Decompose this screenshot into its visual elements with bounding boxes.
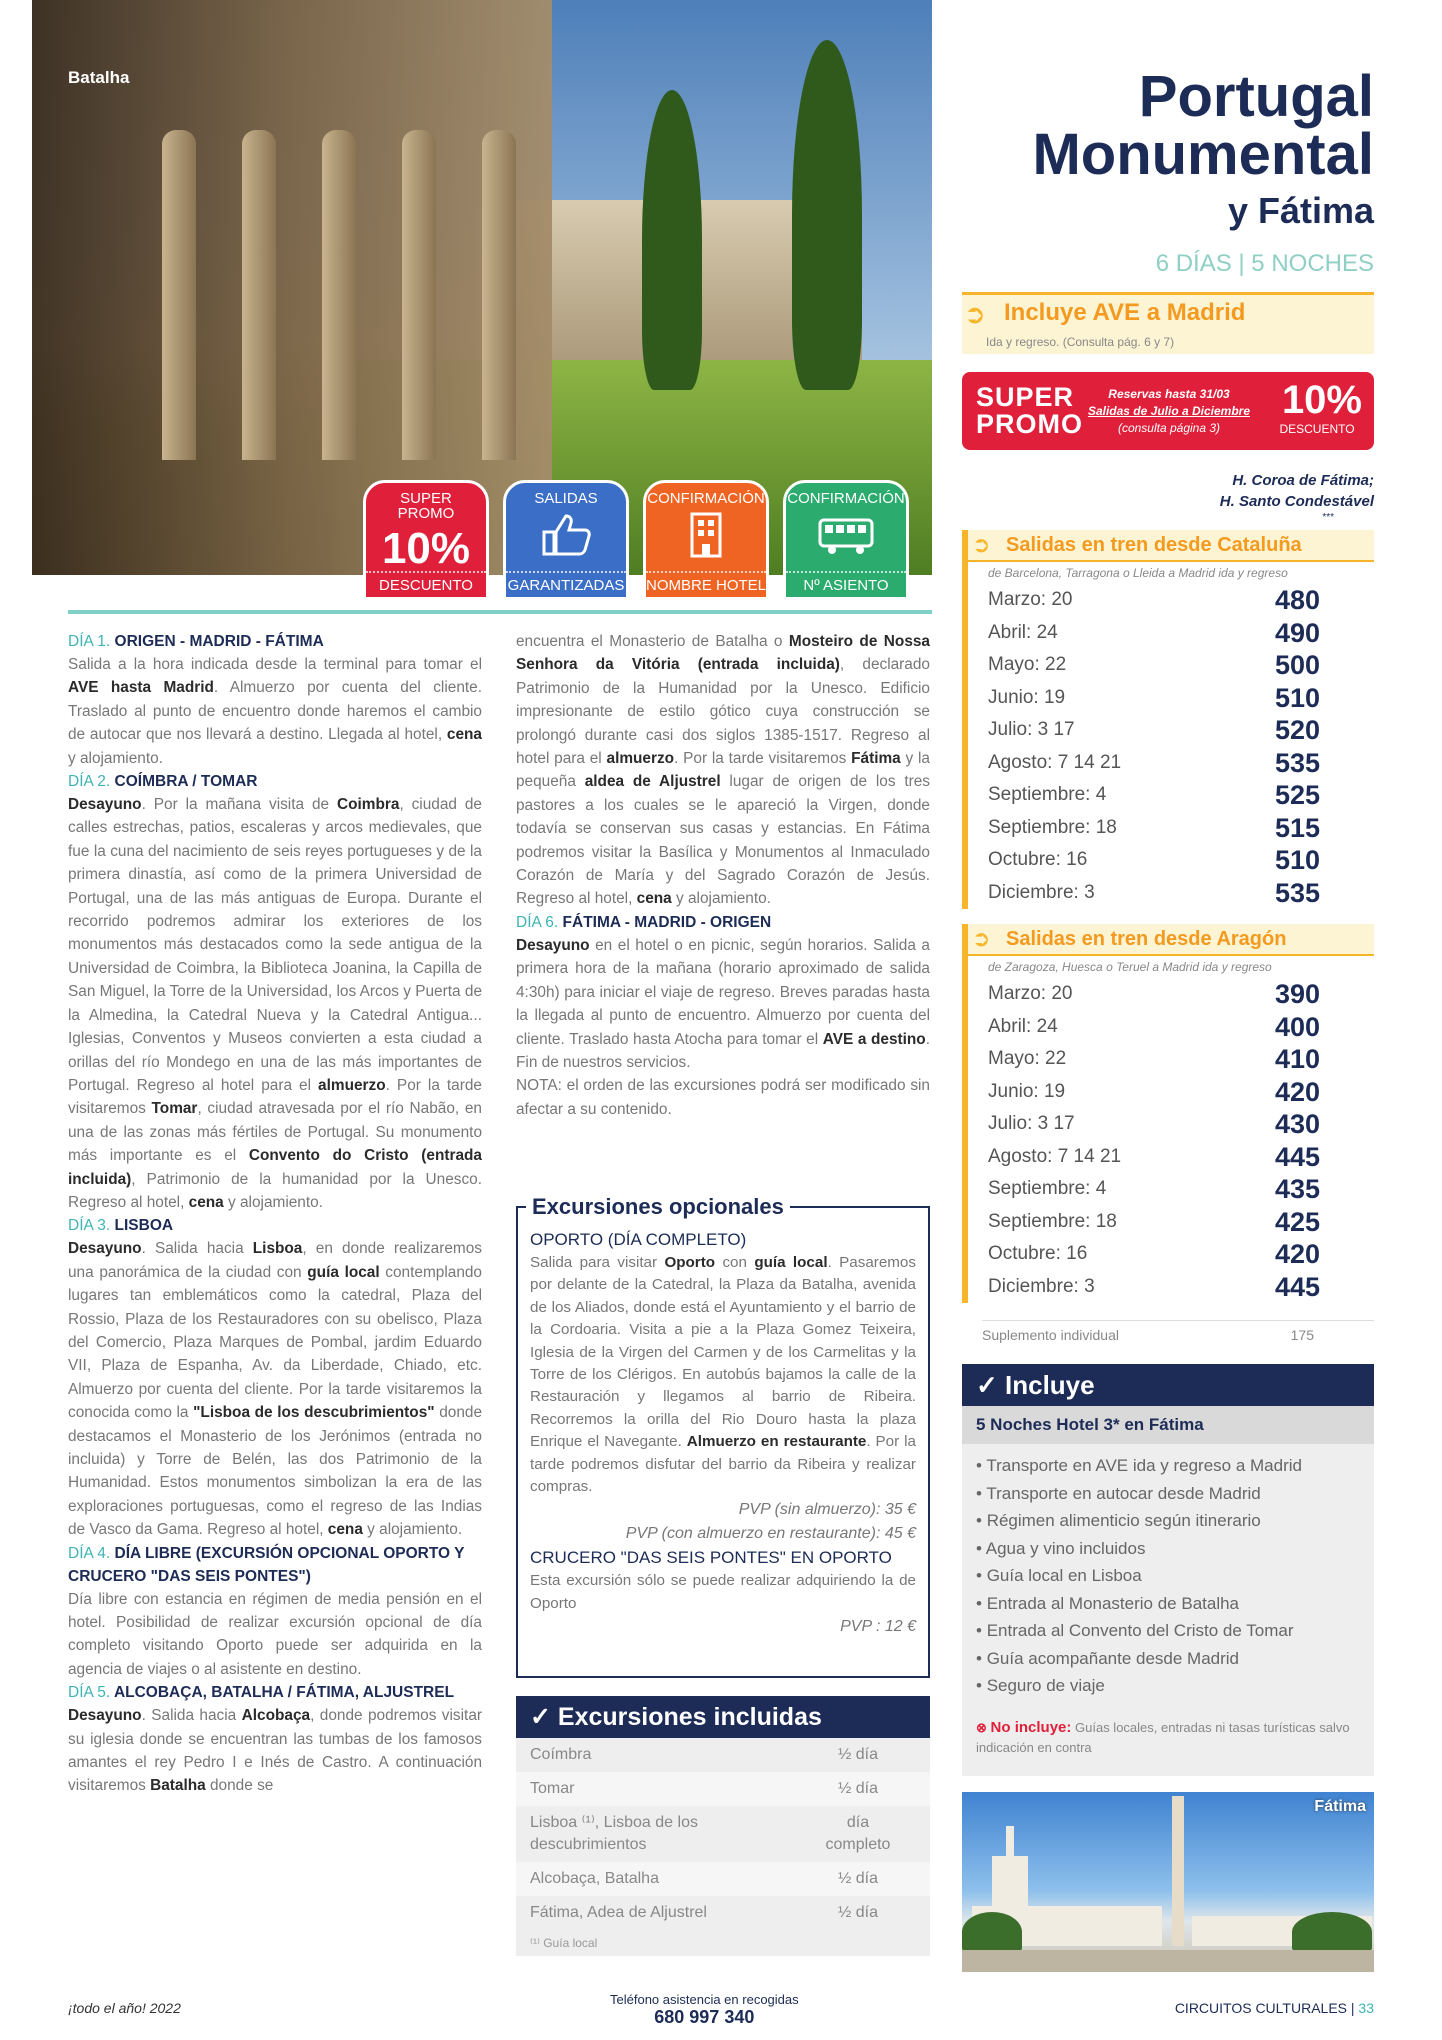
price-table-title: Salidas en tren desde Aragón bbox=[1006, 928, 1287, 950]
page-title bbox=[1032, 64, 1374, 187]
bus-icon bbox=[786, 506, 906, 562]
price-row bbox=[962, 978, 1374, 1011]
excursion-price: PVP : 12 € bbox=[840, 1618, 916, 1636]
price-value: 490 bbox=[1274, 617, 1320, 648]
price-row bbox=[962, 617, 1374, 650]
includes-list bbox=[962, 1444, 1374, 1700]
super-promo-banner bbox=[962, 372, 1374, 450]
included-item: • Seguro de viaje bbox=[976, 1672, 1360, 1700]
badge-bottom-label: DESCUENTO bbox=[366, 571, 486, 597]
excursion-name: Alcobaça, Batalha bbox=[530, 1870, 659, 1887]
supplement-value: 175 bbox=[1290, 1327, 1314, 1343]
includes-hotel: 5 Noches Hotel 3* en Fátima bbox=[962, 1406, 1374, 1444]
footer-brand: ¡todo el año! 2022 bbox=[68, 2000, 181, 2016]
super-promo-conditions: Reservas hasta 31/03 Salidas de Julio a Diciembre (consulta página 3) bbox=[1087, 387, 1251, 435]
departure-date: Marzo: 20 bbox=[988, 983, 1073, 1004]
excursion-price: PVP (sin almuerzo): 35 € bbox=[738, 1501, 916, 1519]
day-description: Desayuno. Salida hacia Alcobaça, donde podremos visitar su iglesia donde se encuentran las tumbas de los famosos amantes el rey Pedro I e Inés de Castro. A continuación visitaremos Batalha donde se bbox=[68, 1707, 482, 1795]
itinerary-column-left bbox=[68, 630, 482, 1798]
hotel-stars: *** bbox=[1322, 512, 1334, 523]
price-row bbox=[962, 1043, 1374, 1076]
section-name: CIRCUITOS CULTURALES bbox=[1174, 2000, 1347, 2016]
arrow-right-icon: ➲ bbox=[964, 299, 986, 329]
supplement-label: Suplemento individual bbox=[982, 1327, 1119, 1343]
price-value: 390 bbox=[1274, 979, 1320, 1009]
departure-date: Agosto: 7 14 21 bbox=[988, 1145, 1122, 1167]
departure-date: Diciembre: 3 bbox=[988, 881, 1095, 903]
price-value: 400 bbox=[1274, 1011, 1320, 1042]
includes-box bbox=[962, 1364, 1374, 1776]
ave-included-banner bbox=[962, 292, 1374, 354]
price-value: 525 bbox=[1274, 780, 1320, 810]
day-heading: DÍA 1. ORIGEN - MADRID - FÁTIMA bbox=[68, 633, 324, 650]
price-value: 480 bbox=[1274, 585, 1320, 615]
included-excursion-row bbox=[516, 1806, 930, 1862]
excursion-heading: CRUCERO "DAS SEIS PONTES" EN OPORTO bbox=[530, 1548, 892, 1568]
price-row bbox=[962, 682, 1374, 715]
title-line: Monumental bbox=[1032, 122, 1374, 187]
included-item: • Régimen alimenticio según itinerario bbox=[976, 1507, 1360, 1535]
departure-date: Mayo: 22 bbox=[988, 654, 1067, 675]
day-description: encuentra el Monasterio de Batalha o Mosteiro de Nossa Senhora da Vitória (entrada incluida), declarado Patrimonio de la Humanidad por la Unesco. Edificio impresionante de estilo gótico cuya construcción se prolongó durante casi dos siglos 1385-1517. Regreso al hotel para el almuerzo. Por la tarde visitaremos Fátima y la pequeña aldea de Aljustrel lugar de origen de los tres pastores a los cuales se le apareció la Virgen, donde todavía se conservan sus casas y estancias. En Fátima podremos visitar la Basílica y Monumentos al Inmaculado Corazón de María y del Sagrado Corazón de Jesús. Regreso al hotel, cena y alojamiento. bbox=[516, 633, 930, 908]
excursion-duration: ½ día bbox=[837, 1870, 879, 1887]
departure-date: Abril: 24 bbox=[988, 621, 1058, 643]
price-value: 420 bbox=[1274, 1239, 1320, 1269]
ave-note: Ida y regreso. (Consulta pág. 6 y 7) bbox=[986, 335, 1175, 349]
departure-date: Julio: 3 17 bbox=[988, 719, 1075, 740]
confirmacion-asiento-badge bbox=[783, 480, 909, 600]
price-value: 435 bbox=[1274, 1174, 1320, 1204]
price-row bbox=[962, 877, 1374, 910]
ave-title: Incluye AVE a Madrid bbox=[1004, 299, 1246, 326]
day-description: Salida a la hora indicada desde la terminal para tomar el AVE hasta Madrid. Almuerzo por cuenta del cliente. Traslado al punto de encuentro donde haremos el cambio de autocar que nos llevará a destino. Llegada al hotel, cena y alojamiento. bbox=[68, 656, 482, 767]
trip-duration: 6 DÍAS | 5 NOCHES bbox=[1155, 250, 1374, 277]
section-divider bbox=[68, 610, 932, 614]
included-excursions-box bbox=[516, 1696, 930, 1956]
included-item: • Entrada al Monasterio de Batalha bbox=[976, 1590, 1360, 1618]
price-value: 425 bbox=[1274, 1206, 1320, 1237]
super-promo-desc: DESCUENTO bbox=[1279, 422, 1355, 436]
salidas-garantizadas-badge bbox=[503, 480, 629, 600]
hotel-name: H. Coroa de Fátima; bbox=[1232, 472, 1374, 489]
price-table-note: de Zaragoza, Huesca o Teruel a Madrid ida y regreso bbox=[962, 956, 1374, 978]
departure-date: Agosto: 7 14 21 bbox=[988, 751, 1122, 773]
departure-date: Octubre: 16 bbox=[988, 1243, 1088, 1264]
departure-date: Octubre: 16 bbox=[988, 849, 1088, 870]
excursion-name: Tomar bbox=[530, 1780, 575, 1797]
badge-percent: 10% bbox=[381, 524, 471, 573]
badge-bottom-label: GARANTIZADAS bbox=[506, 571, 626, 597]
badge-top-label: CONFIRMACIÓN bbox=[647, 490, 765, 507]
phone-label: Teléfono asistencia en recogidas bbox=[610, 1992, 799, 2007]
included-item: • Entrada al Convento del Cristo de Tomar bbox=[976, 1617, 1360, 1645]
thumbs-up-icon bbox=[506, 506, 626, 562]
not-included-text: Guías locales, entradas ni tasas turísticas salvo indicación en contra bbox=[976, 1720, 1350, 1755]
not-included-note bbox=[976, 1718, 1366, 1758]
arrow-right-icon: ➲ bbox=[972, 532, 991, 557]
departure-date: Junio: 19 bbox=[988, 1080, 1066, 1102]
excursion-name: Lisboa ⁽¹⁾, Lisboa de los descubrimientos bbox=[530, 1814, 698, 1853]
price-row bbox=[962, 779, 1374, 812]
title-line: Portugal bbox=[1138, 64, 1374, 129]
excursion-name: Fátima, Adea de Aljustrel bbox=[530, 1904, 707, 1921]
excursion-heading: OPORTO (DÍA COMPLETO) bbox=[530, 1230, 747, 1249]
departure-date: Julio: 3 17 bbox=[988, 1113, 1075, 1134]
footer-section: CIRCUITOS CULTURALES | 33 bbox=[1174, 2000, 1374, 2016]
included-item: • Guía local en Lisboa bbox=[976, 1562, 1360, 1590]
phone-number: 680 997 340 bbox=[654, 2007, 755, 2027]
price-table-cataluna bbox=[962, 530, 1374, 909]
price-row bbox=[962, 1076, 1374, 1109]
footer-phone bbox=[610, 1992, 799, 2028]
includes-title: ✓ Incluye bbox=[962, 1364, 1374, 1406]
price-table-note: de Barcelona, Tarragona o Lleida a Madrid ida y regreso bbox=[962, 562, 1374, 584]
hotel-building-icon bbox=[646, 506, 766, 562]
price-row bbox=[962, 1271, 1374, 1304]
price-value: 515 bbox=[1274, 812, 1320, 843]
excursion-duration: ½ día bbox=[837, 1746, 879, 1763]
day-heading: DÍA 4. DÍA LIBRE (EXCURSIÓN OPCIONAL OPORTO Y CRUCERO "DAS SEIS PONTES") bbox=[68, 1544, 465, 1585]
price-row bbox=[962, 1011, 1374, 1044]
price-row bbox=[962, 584, 1374, 617]
price-row bbox=[962, 1108, 1374, 1141]
hotel-name: H. Santo Condestável bbox=[1219, 493, 1374, 510]
price-row bbox=[962, 844, 1374, 877]
price-row bbox=[962, 1206, 1374, 1239]
badge-top-label: SUPER PROMO bbox=[397, 490, 455, 522]
day-description: Día libre con estancia en régimen de media pensión en el hotel. Posibilidad de realizar excursión opcional de día completo visitando Oporto puede ser adquirida en la agencia de viajes o al asistente en destino. bbox=[68, 1590, 482, 1678]
super-promo-badge bbox=[363, 480, 489, 600]
included-item: • Guía acompañante desde Madrid bbox=[976, 1645, 1360, 1673]
price-value: 420 bbox=[1274, 1076, 1320, 1107]
excursion-duration: ½ día bbox=[837, 1780, 879, 1797]
itinerary-note: NOTA: el orden de las excursiones podrá ser modificado sin afectar a su contenido. bbox=[516, 1077, 930, 1118]
excursion-duration: ½ día bbox=[837, 1904, 879, 1921]
not-included-label: No incluye: bbox=[990, 1719, 1072, 1736]
day-description: Desayuno. Salida hacia Lisboa, en donde realizaremos una panorámica de la ciudad con guía local contemplando lugares tan emblemáticos como la catedral, Plaza del Rossio, Plaza de los Restauradores con su obelisco, Plaza del Comercio, Plaza Marques de Pombal, jardim Eduardo VII, Plaza de Espanha, Av. da Liberdade, Chiado, etc. Almuerzo por cuenta del cliente. Por la tarde visitaremos la conocida como la "Lisboa de los descubrimientos" donde destacamos el Monasterio de los Jerónimos (entrada no incluida) y Torre de Belén, las dos Patrimonio de la Humanidad. Estos monumentos simbolizan la era de las exploraciones portuguesas, como el regreso de las Indias de Vasco da Gama. Regreso al hotel, cena y alojamiento. bbox=[68, 1240, 483, 1539]
price-value: 500 bbox=[1274, 650, 1320, 680]
hotel-list bbox=[1220, 470, 1374, 512]
day-description: Desayuno. Por la mañana visita de Coimbra, ciudad de calles estrechas, patios, escaleras y arcos medievales, que fue la cuna del nacimiento de seis reyes portugueses y de la primera dinastía, así como de la primera Universidad de Portugal, una de las más antiguas de Europa. Durante el recorrido podremos admirar los exteriores de los monumentos más destacados como la sede antigua de la Universidad de Coimbra, la Biblioteca Joanina, la Capilla de San Miguel, la Torre de la Universidad, los Arcos y Puerta de la Almedina, la Catedral Nueva y la Catedral Antigua... Iglesias, Conventos y Museos convierten a esta ciudad a orillas del río Mondego en una de las más importantes de Portugal. Regreso al hotel para el almuerzo. Por la tarde visitaremos Tomar, ciudad atravesada por el río Nabão, en una de las zonas más fértiles de Portugal. Su monumento más importante es el Convento do Cristo (entrada incluida), Patrimonio de la humanidad por la Unesco. Regreso al hotel, cena y alojamiento. bbox=[68, 796, 482, 1211]
itinerary-column-right bbox=[516, 630, 930, 1121]
excursion-description: Esta excursión sólo se puede realizar adquiriendo la de Oporto bbox=[530, 1572, 916, 1612]
price-value: 445 bbox=[1274, 1141, 1320, 1172]
included-excursion-row bbox=[516, 1896, 930, 1930]
confirmacion-hotel-badge bbox=[643, 480, 769, 600]
badge-top-label: SALIDAS bbox=[534, 490, 598, 507]
departure-date: Septiembre: 4 bbox=[988, 1178, 1107, 1199]
departure-date: Abril: 24 bbox=[988, 1015, 1058, 1037]
excursion-duration: día completo bbox=[825, 1814, 891, 1853]
page-subtitle: y Fátima bbox=[1227, 190, 1374, 231]
departure-date: Mayo: 22 bbox=[988, 1048, 1067, 1069]
excursion-price: PVP (con almuerzo en restaurante): 45 € bbox=[625, 1525, 916, 1543]
x-circle-icon: ⊗ bbox=[976, 1720, 987, 1735]
price-row bbox=[962, 649, 1374, 682]
price-value: 520 bbox=[1274, 715, 1320, 745]
price-row bbox=[962, 747, 1374, 780]
super-promo-percent: 10% bbox=[1281, 378, 1362, 422]
optional-excursions-box bbox=[516, 1194, 930, 1678]
excursion-description: Salida para visitar Oporto con guía local. Pasaremos por delante de la Catedral, la Plaza da Batalha, avenida de los Aliados, donde está el Ayuntamiento y el barrio de la Cordoaria. Visita a pie a la Plaza Gomez Teixeira, Iglesia de la Virgen del Carmen y de los Carmelitas y la Torre de los Clérigos. En autobús bajamos la calle de la Restauración y llegamos al barrio de Ribeira. Recorremos la orilla del Rio Douro hasta la plaza Enrique el Navegante. Almuerzo en restaurante. Por la tarde podremos disfutar del barrio da Ribeira y realizar compras. bbox=[530, 1254, 916, 1496]
badge-bottom-label: NOMBRE HOTEL bbox=[646, 571, 766, 597]
day-heading: DÍA 5. ALCOBAÇA, BATALHA / FÁTIMA, ALJUSTREL bbox=[68, 1684, 455, 1702]
price-value: 430 bbox=[1274, 1109, 1320, 1139]
optional-excursions-title: Excursiones opcionales bbox=[526, 1194, 790, 1220]
included-item: • Transporte en AVE ida y regreso a Madrid bbox=[976, 1452, 1360, 1480]
arrow-right-icon: ➲ bbox=[972, 926, 991, 951]
included-excursion-row bbox=[516, 1862, 930, 1896]
price-value: 535 bbox=[1274, 747, 1320, 778]
departure-date: Septiembre: 4 bbox=[988, 784, 1107, 805]
departure-date: Junio: 19 bbox=[988, 686, 1066, 708]
badge-bottom-label: Nº ASIENTO bbox=[786, 571, 906, 597]
price-table-title: Salidas en tren desde Cataluña bbox=[1006, 534, 1302, 556]
day-heading: DÍA 3. LISBOA bbox=[68, 1217, 174, 1235]
price-row bbox=[962, 1238, 1374, 1271]
included-excursion-row bbox=[516, 1738, 930, 1772]
fatima-caption: Fátima bbox=[1314, 1798, 1366, 1815]
included-item: • Agua y vino incluidos bbox=[976, 1535, 1360, 1563]
included-item: • Transporte en autocar desde Madrid bbox=[976, 1480, 1360, 1508]
day-heading: DÍA 2. COÍMBRA / TOMAR bbox=[68, 773, 258, 791]
price-value: 535 bbox=[1274, 877, 1320, 908]
price-row bbox=[962, 1141, 1374, 1174]
price-row bbox=[962, 812, 1374, 845]
super-promo-label: SUPER PROMO bbox=[976, 382, 1084, 439]
departure-date: Marzo: 20 bbox=[988, 589, 1073, 610]
price-value: 510 bbox=[1274, 682, 1320, 713]
price-table-aragon bbox=[962, 924, 1374, 1303]
day-description: Desayuno en el hotel o en picnic, según horarios. Salida a primera hora de la mañana (horario aproximado de salida 4:30h) para iniciar el viaje de regreso. Breves paradas hasta la llegada al punto de encuentro. Almuerzo por cuenta del cliente. Traslado hasta Atocha para tomar el AVE a destino. Fin de nuestros servicios. bbox=[516, 936, 930, 1071]
fatima-sanctuary-photo bbox=[962, 1792, 1374, 1972]
included-excursions-note: ⁽¹⁾ Guía local bbox=[516, 1930, 930, 1956]
price-row bbox=[962, 714, 1374, 747]
departure-date: Diciembre: 3 bbox=[988, 1275, 1095, 1297]
single-supplement bbox=[982, 1320, 1374, 1343]
included-excursions-title: ✓ Excursiones incluidas bbox=[516, 1696, 930, 1738]
badge-top-label: CONFIRMACIÓN bbox=[787, 490, 905, 507]
price-value: 510 bbox=[1274, 845, 1320, 875]
day-heading: DÍA 6. FÁTIMA - MADRID - ORIGEN bbox=[516, 913, 772, 931]
price-value: 410 bbox=[1274, 1044, 1320, 1074]
departure-date: Septiembre: 18 bbox=[988, 816, 1117, 838]
price-value: 445 bbox=[1274, 1271, 1320, 1302]
excursion-name: Coímbra bbox=[530, 1746, 592, 1763]
departure-date: Septiembre: 18 bbox=[988, 1210, 1117, 1232]
page-number: 33 bbox=[1358, 2000, 1374, 2016]
hero-caption: Batalha bbox=[68, 68, 130, 87]
price-row bbox=[962, 1173, 1374, 1206]
included-excursion-row bbox=[516, 1772, 930, 1806]
